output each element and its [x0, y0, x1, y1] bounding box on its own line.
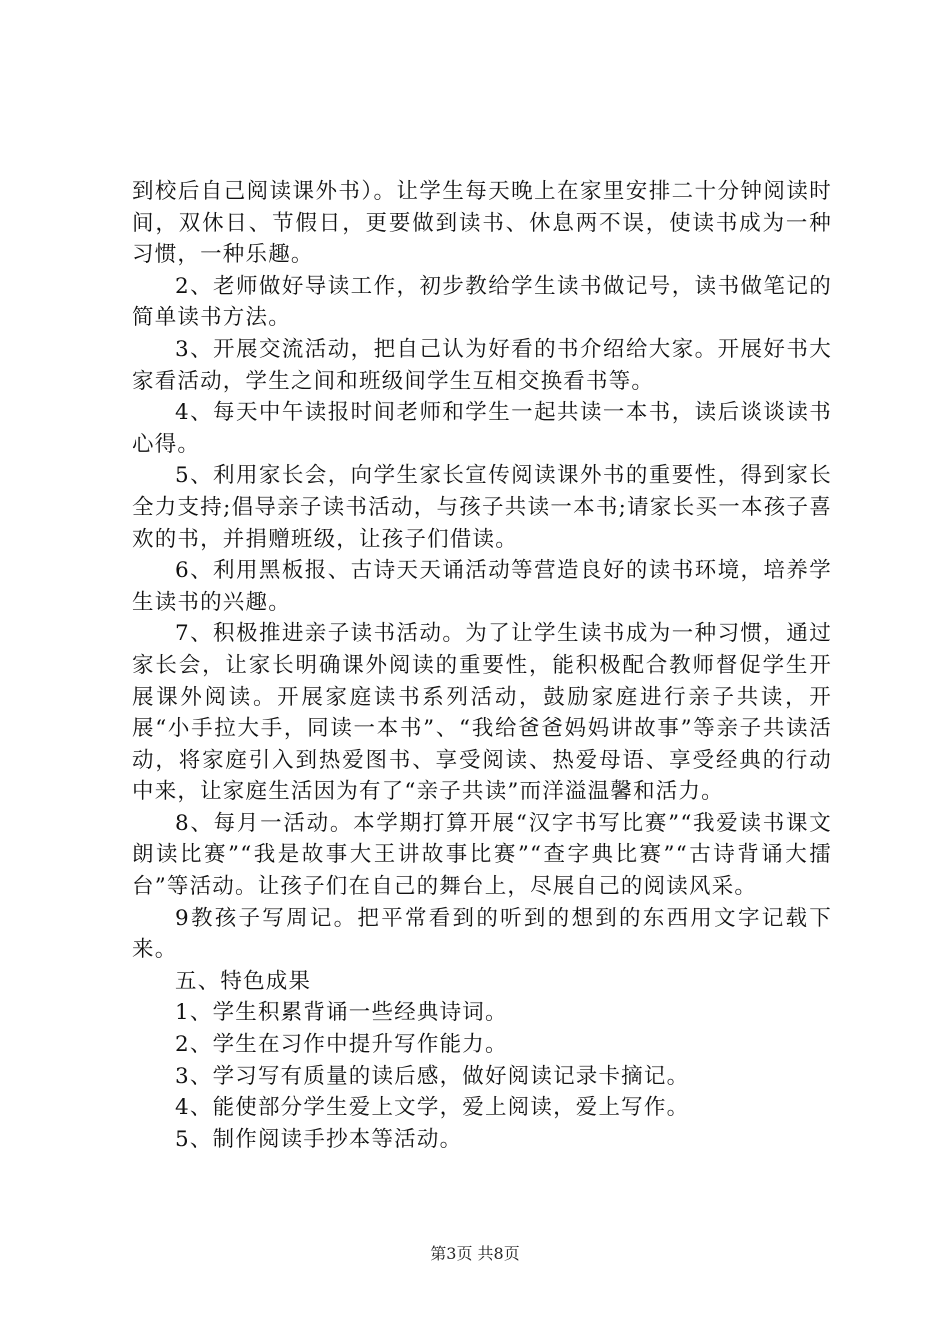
paragraph-9: 9教孩子写周记。把平常看到的听到的想到的东西用文字记载下来。 [132, 905, 832, 963]
paragraph-5: 5、利用家长会，向学生家长宣传阅读课外书的重要性，得到家长全力支持;倡导亲子读书活动，与孩子共读一本书;请家长买一本孩子喜欢的书，并捐赠班级，让孩子们借读。 [132, 463, 832, 552]
paragraph-7: 7、积极推进亲子读书活动。为了让学生读书成为一种习惯，通过家长会，让家长明确课外阅读的重要性，能积极配合教师督促学生开展课外阅读。开展家庭读书系列活动，鼓励家庭进行亲子共读，开展“小手拉大手，同读一本书”、“我给爸爸妈妈讲故事”等亲子共读活动，将家庭引入到热爱图书、享受阅读、热爱母语、享受经典的行动中来，让家庭生活因为有了“亲子共读”而洋溢温馨和活力。 [132, 621, 832, 805]
document-body [132, 176, 832, 1155]
result-item-3: 3、学习写有质量的读后感，做好阅读记录卡摘记。 [175, 1063, 690, 1089]
page-number-footer: 第3页 共8页 [430, 1244, 520, 1263]
paragraph-8: 8、每月一活动。本学期打算开展“汉字书写比赛”“我爱读书课文朗读比赛”“我是故事大王讲故事比赛”“查字典比赛”“古诗背诵大擂台”等活动。让孩子们在自己的舞台上，尽展自己的阅读风采。 [132, 810, 832, 900]
result-item-4: 4、能使部分学生爱上文学，爱上阅读，爱上写作。 [175, 1095, 690, 1121]
paragraph-4: 4、每天中午读报时间老师和学生一起共读一本书，读后谈谈读书心得。 [132, 400, 832, 457]
paragraph-3: 3、开展交流活动，把自己认为好看的书介绍给大家。开展好书大家看活动，学生之间和班级间学生互相交换看书等。 [132, 336, 832, 394]
result-item-2: 2、学生在习作中提升写作能力。 [175, 1032, 508, 1058]
paragraph-6: 6、利用黑板报、古诗天天诵活动等营造良好的读书环境，培养学生读书的兴趣。 [132, 558, 832, 615]
section-heading: 五、特色成果 [175, 968, 312, 994]
result-item-5: 5、制作阅读手抄本等活动。 [175, 1126, 463, 1152]
paragraph-1: 到校后自己阅读课外书）。让学生每天晚上在家里安排二十分钟阅读时间，双休日、节假日，更要做到读书、休息两不误，使读书成为一种习惯，一种乐趣。 [132, 179, 832, 268]
paragraph-2: 2、老师做好导读工作，初步教给学生读书做记号，读书做笔记的简单读书方法。 [132, 273, 832, 331]
result-item-1: 1、学生积累背诵一些经典诗词。 [175, 1000, 508, 1026]
